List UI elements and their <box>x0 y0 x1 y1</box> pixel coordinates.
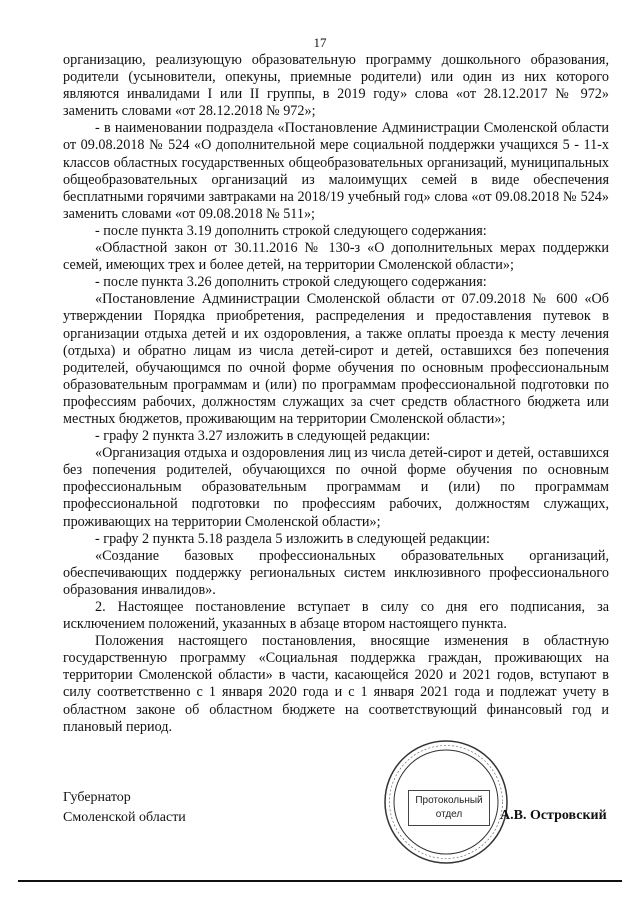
paragraph: - после пункта 3.19 дополнить строкой следующего содержания: <box>95 222 487 239</box>
signer-position: Губернатор <box>63 790 131 805</box>
paragraph: «Постановление Администрации Смоленской области от 07.09.2018 № 600 «Об утверждении Порядка приобретения, распределения и предоставления путевок в организации отдыха детей и их оздоровления, а также оплаты проезда к месту лечения (отдыха) и обратно лицам из числа детей-сирот и детей, оставшихся без попечения родителей, обучающимся по очной форме обучения по основным профессиональным образовательным программам и (или) по программам профессиональной подготовки по профессиям рабочих, должностям служащих за счет средств областного бюджета или местных бюджетов, проживающим на территории Смоленской области»; <box>63 291 609 427</box>
paragraph: - в наименовании подраздела «Постановление Администрации Смоленской области от 09.08.2018 № 524 «О дополнительной мере социальной поддержки учащихся 5 - 11-х классов областных государственных общеобразовательных организаций, муниципальных общеобразовательных организаций из малоимущих семей в виде обеспечения бесплатными горячими завтраками на 2018/19 учебный год» слова «от 09.08.2018 № 524» заменить словами «от 09.08.2018 № 511»; <box>63 120 609 222</box>
document-body <box>63 52 609 736</box>
signer-name: А.В. Островский <box>500 808 607 823</box>
stamp-label <box>408 790 490 826</box>
paragraph: «Организация отдыха и оздоровления лиц из числа детей-сирот и детей, оставшихся без попечения родителей, обучающихся по очной форме обучения по основным профессиональным образовательным программам и (или) по программам профессиональной подготовки по профессиям рабочих, должностям служащих, проживающих на территории Смоленской области»; <box>63 445 609 530</box>
paragraph: - графу 2 пункта 3.27 изложить в следующей редакции: <box>95 428 431 445</box>
stamp-line: отдел <box>435 809 463 820</box>
signature-block <box>63 788 186 828</box>
paragraph: «Создание базовых профессиональных образовательных организаций, обеспечивающих поддержку региональных систем инклюзивного профессионального образования инвалидов». <box>63 547 609 598</box>
page-number: 17 <box>313 35 327 50</box>
bottom-divider <box>18 880 622 882</box>
stamp-line: Протокольный <box>415 795 483 806</box>
paragraph: - графу 2 пункта 5.18 раздела 5 изложить в следующей редакции: <box>95 530 490 547</box>
paragraph: организацию, реализующую образовательную программу дошкольного образования, родители (усыновители, опекуны, приемные родители) или один из них которого являются инвалидами I или II группы, в 2019 году» слова «от 28.12.2017 № 972» заменить словами «от 28.12.2018 № 972»; <box>63 52 609 120</box>
paragraph: Положения настоящего постановления, вносящие изменения в областную государственную программу «Социальная поддержка граждан, проживающих на территории Смоленской области» в части, касающейся 2020 и 2021 годов, вступают в силу соответственно с 1 января 2020 года и с 1 января 2021 года и подлежат учету в областном законе об областном бюджете на соответствующий финансовый год и плановый период. <box>63 633 609 735</box>
signer-region: Смоленской области <box>63 810 186 825</box>
paragraph: 2. Настоящее постановление вступает в силу со дня его подписания, за исключением положений, указанных в абзаце втором настоящего пункта. <box>63 599 609 633</box>
paragraph: - после пункта 3.26 дополнить строкой следующего содержания: <box>95 274 487 291</box>
paragraph: «Областной закон от 30.11.2016 № 130-з «О дополнительных мерах поддержки семей, имеющих трех и более детей, на территории Смоленской области»; <box>63 240 609 274</box>
